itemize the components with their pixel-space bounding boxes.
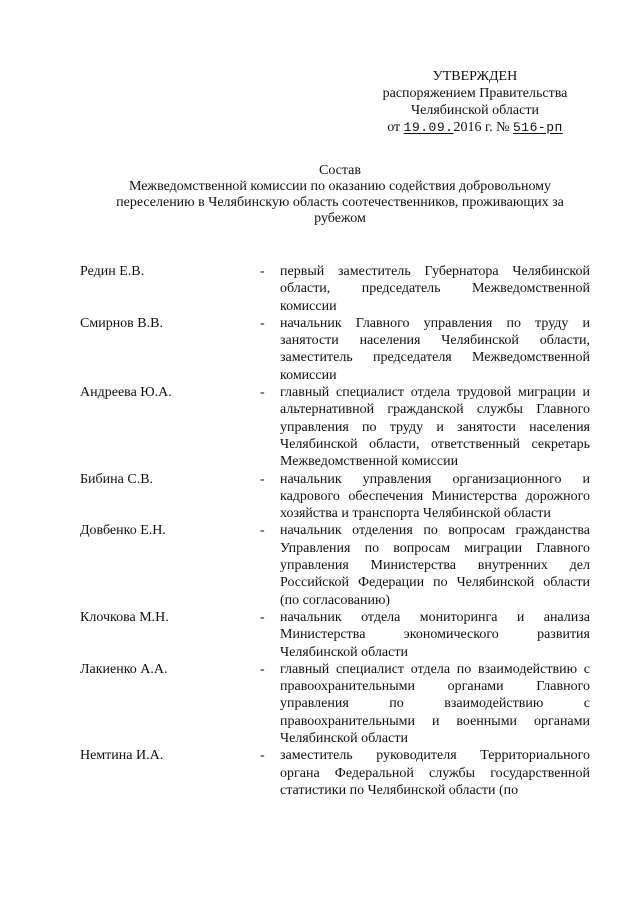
member-dash: - [260, 315, 265, 331]
member-position: начальник управления организационного и кадрового обеспечения Министерства дорожного хозяйства и транспорта Челябинской области [280, 471, 590, 522]
member-name: Лакиенко А.А. [80, 661, 168, 677]
member-dash: - [260, 471, 265, 487]
member-dash: - [260, 385, 265, 401]
member-row [80, 522, 590, 608]
heading-title: Состав [318, 163, 361, 178]
member-dash: - [260, 748, 265, 764]
member-name: Андреева Ю.А. [80, 385, 172, 401]
member-position: заместитель руководителя Территориального органа Федеральной службы государственной статистики по Челябинской области (по [280, 748, 590, 798]
member-name: Редин Е.В. [80, 264, 145, 279]
member-name: Немтина И.А. [80, 748, 164, 764]
member-position: главный специалист отдела по взаимодействию с правоохранительными органами Главного управления по взаимодействию с правоохранительными и военными органами Челябинской области [280, 661, 590, 747]
approval-line-2: Челябинской области [411, 103, 539, 118]
member-row [80, 747, 590, 799]
approval-date-line [370, 119, 580, 136]
member-position: главный специалист отдела трудовой миграции и альтернативной гражданской службы Главного управления по труду и занятости населения Челябинской области, ответственный секретарь Межведомственной комиссии [280, 385, 590, 470]
members-list [80, 263, 590, 799]
approval-title: УТВЕРЖДЕН [432, 69, 518, 84]
member-row [80, 315, 590, 384]
date-year: 2016 г. № [453, 120, 510, 135]
member-row [80, 263, 590, 315]
member-position: первый заместитель Губернатора Челябинской области, председатель Межведомственной комиссии [280, 264, 590, 314]
document-heading [90, 163, 590, 227]
member-name: Бибина С.В. [80, 471, 154, 487]
member-position: начальник отделения по вопросам гражданства Управления по вопросам миграции Главного управления Министерства внутренних дел Российской Федерации по Челябинской области (по согласованию) [280, 523, 590, 608]
member-name: Клочкова М.Н. [80, 609, 169, 625]
member-row [80, 661, 590, 747]
handwritten-number: 516-рп [512, 120, 563, 135]
member-position: начальник Главного управления по труду и занятости населения Челябинской области, заместитель председателя Межведомственной комиссии [280, 315, 590, 383]
member-row [80, 384, 590, 470]
member-dash: - [260, 609, 265, 625]
member-name: Смирнов В.В. [80, 315, 163, 331]
member-position: начальник отдела мониторинга и анализа Министерства экономического развития Челябинской области [280, 609, 590, 660]
handwritten-date: 19.09. [403, 120, 454, 135]
approval-line-1: распоряжением Правительства [382, 86, 568, 101]
member-dash: - [260, 661, 265, 677]
member-row [80, 471, 590, 523]
heading-subtitle: Межведомственной комиссии по оказанию содействия добровольному переселению в Челябинскую область соотечественников, проживающих за рубежом [116, 179, 564, 226]
member-dash: - [260, 264, 265, 279]
date-prefix: от [387, 120, 401, 135]
approval-stamp [370, 68, 580, 136]
member-dash: - [260, 523, 265, 539]
member-row [80, 609, 590, 661]
member-name: Довбенко Е.Н. [80, 523, 166, 539]
